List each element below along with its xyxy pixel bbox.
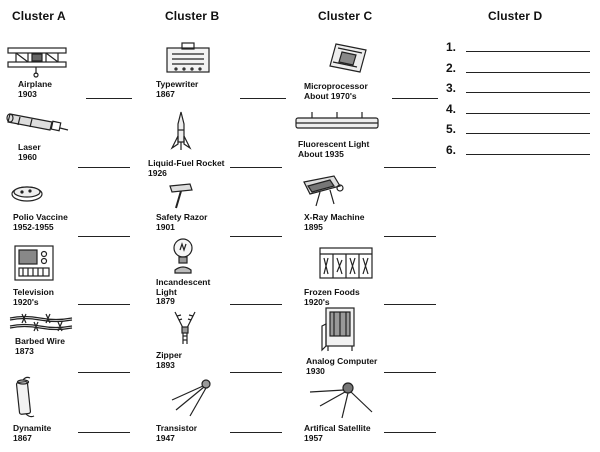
- row-number: 2.: [446, 61, 457, 75]
- answer-blank-airplane[interactable]: [86, 98, 132, 99]
- frozen-food-case-icon: [318, 246, 374, 280]
- fluorescent-tube-icon: [292, 110, 382, 132]
- answer-line[interactable]: [466, 113, 590, 114]
- answer-blank-fluorescent-light[interactable]: [384, 167, 436, 168]
- rocket-label: Liquid-Fuel Rocket 1926: [148, 158, 225, 178]
- barbed-wire-label: Barbed Wire 1873: [15, 336, 65, 356]
- cluster-b-header: Cluster B: [165, 9, 220, 23]
- answer-blank-television[interactable]: [78, 304, 130, 305]
- answer-line[interactable]: [466, 133, 590, 134]
- answer-blank-laser[interactable]: [78, 167, 130, 168]
- row-number: 4.: [446, 102, 457, 116]
- airplane-icon: [6, 42, 70, 78]
- polio-vaccine-label: Polio Vaccine 1952-1955: [13, 212, 68, 232]
- answer-blank-satellite[interactable]: [384, 432, 436, 433]
- typewriter-label: Typewriter 1867: [156, 79, 199, 99]
- answer-line[interactable]: [466, 154, 590, 155]
- zipper-label: Zipper 1893: [156, 350, 182, 370]
- rocket-icon: [170, 110, 192, 152]
- cluster-d-row-1: [446, 40, 596, 56]
- answer-blank-razor[interactable]: [230, 236, 282, 237]
- x-ray-machine-label: X-Ray Machine 1895: [304, 212, 365, 232]
- answer-line[interactable]: [466, 51, 590, 52]
- cluster-d-row-3: [446, 81, 596, 97]
- frozen-foods-label: Frozen Foods 1920's: [304, 287, 360, 307]
- row-number: 1.: [446, 40, 457, 54]
- answer-blank-zipper[interactable]: [230, 372, 282, 373]
- incandescent-light-label: Incandescent Light 1879: [156, 277, 211, 306]
- cluster-d-row-4: [446, 102, 596, 118]
- zipper-icon: [172, 310, 198, 346]
- answer-blank-microprocessor[interactable]: [392, 98, 438, 99]
- row-number: 5.: [446, 122, 457, 136]
- dynamite-icon: [12, 376, 38, 420]
- answer-line[interactable]: [466, 92, 590, 93]
- satellite-label: Artifical Satellite 1957: [304, 423, 371, 443]
- answer-blank-barbed-wire[interactable]: [78, 372, 130, 373]
- television-label: Television 1920's: [13, 287, 54, 307]
- television-icon: [14, 244, 54, 282]
- razor-label: Safety Razor 1901: [156, 212, 208, 232]
- microchip-icon: [326, 40, 370, 76]
- answer-blank-transistor[interactable]: [230, 432, 282, 433]
- laser-label: Laser 1960: [18, 142, 41, 162]
- razor-icon: [166, 180, 196, 210]
- row-number: 3.: [446, 81, 457, 95]
- answer-blank-analog-computer[interactable]: [384, 372, 436, 373]
- x-ray-machine-icon: [300, 172, 346, 208]
- cluster-d-header: Cluster D: [488, 9, 543, 23]
- answer-blank-rocket[interactable]: [230, 167, 282, 168]
- answer-blank-frozen-foods[interactable]: [384, 304, 436, 305]
- typewriter-icon: [164, 42, 212, 76]
- answer-blank-polio-vaccine[interactable]: [78, 236, 130, 237]
- transistor-icon: [168, 378, 214, 418]
- satellite-icon: [308, 380, 374, 420]
- cluster-a-header: Cluster A: [12, 9, 66, 23]
- analog-computer-icon: [320, 306, 360, 352]
- answer-blank-light-bulb[interactable]: [230, 304, 282, 305]
- answer-line[interactable]: [466, 72, 590, 73]
- row-number: 6.: [446, 143, 457, 157]
- dynamite-label: Dynamite 1867: [13, 423, 52, 443]
- analog-computer-label: Analog Computer 1930: [306, 356, 378, 376]
- transistor-label: Transistor 1947: [156, 423, 198, 443]
- cluster-c-header: Cluster C: [318, 9, 373, 23]
- light-bulb-icon: [170, 236, 196, 276]
- answer-blank-typewriter[interactable]: [240, 98, 286, 99]
- laser-icon: [6, 108, 70, 138]
- cluster-d-row-6: [446, 143, 596, 159]
- cluster-d-row-2: [446, 61, 596, 77]
- barbed-wire-icon: [8, 312, 74, 332]
- answer-blank-dynamite[interactable]: [78, 432, 130, 433]
- fluorescent-light-label: Fluorescent Light About 1935: [298, 139, 370, 159]
- petri-dish-icon: [10, 184, 44, 204]
- answer-blank-x-ray-machine[interactable]: [384, 236, 436, 237]
- airplane-label: Airplane 1903: [18, 79, 53, 99]
- cluster-d-row-5: [446, 122, 596, 138]
- microprocessor-label: Microprocessor About 1970's: [304, 81, 368, 101]
